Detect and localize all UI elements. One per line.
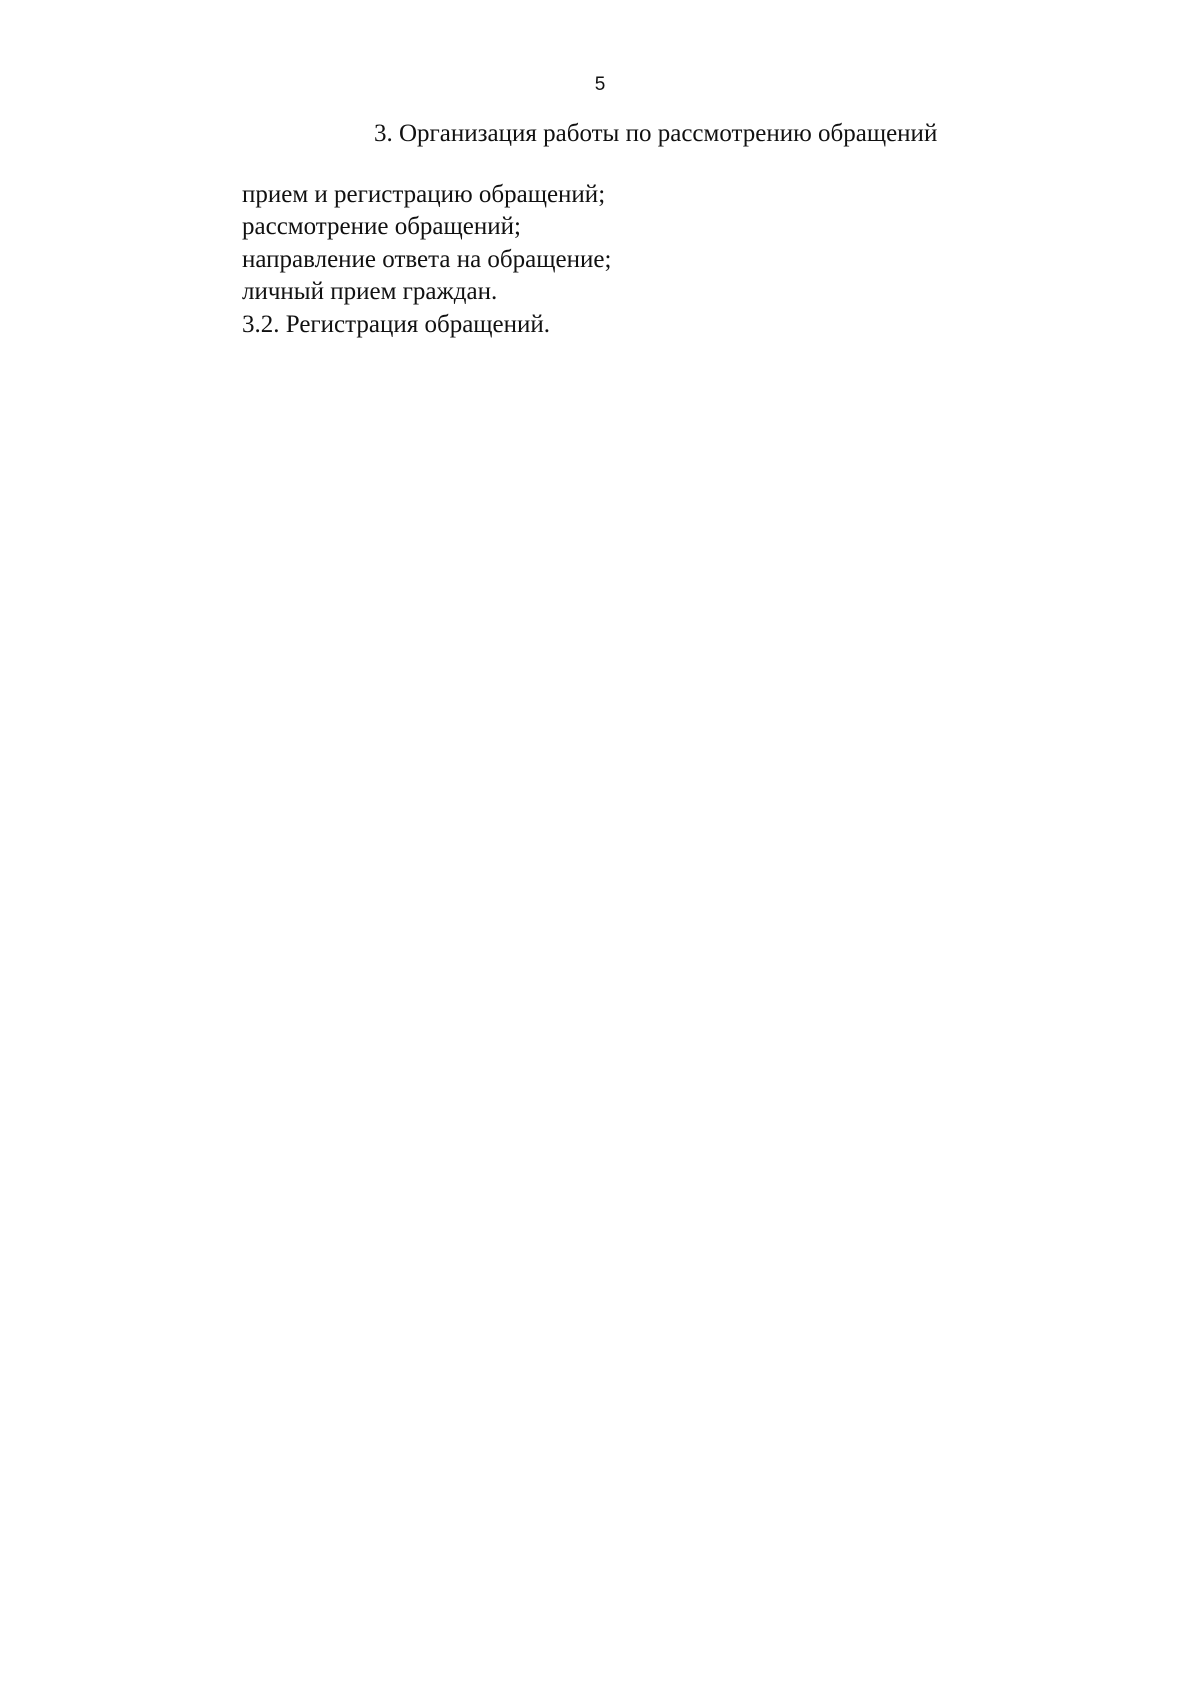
page-number: 5 [594,74,606,95]
paragraph-3-2: 3.2. Регистрация обращений. [242,310,551,338]
list-item: прием и регистрацию обращений; [242,180,606,208]
list-item: личный прием граждан. [242,278,498,305]
document-body [172,118,1118,341]
list-item: рассмотрение обращений; [242,213,521,240]
section-heading: 3. Организация работы по рассмотрению обращений [374,120,938,147]
list-item: направление ответа на обращение; [242,245,612,273]
